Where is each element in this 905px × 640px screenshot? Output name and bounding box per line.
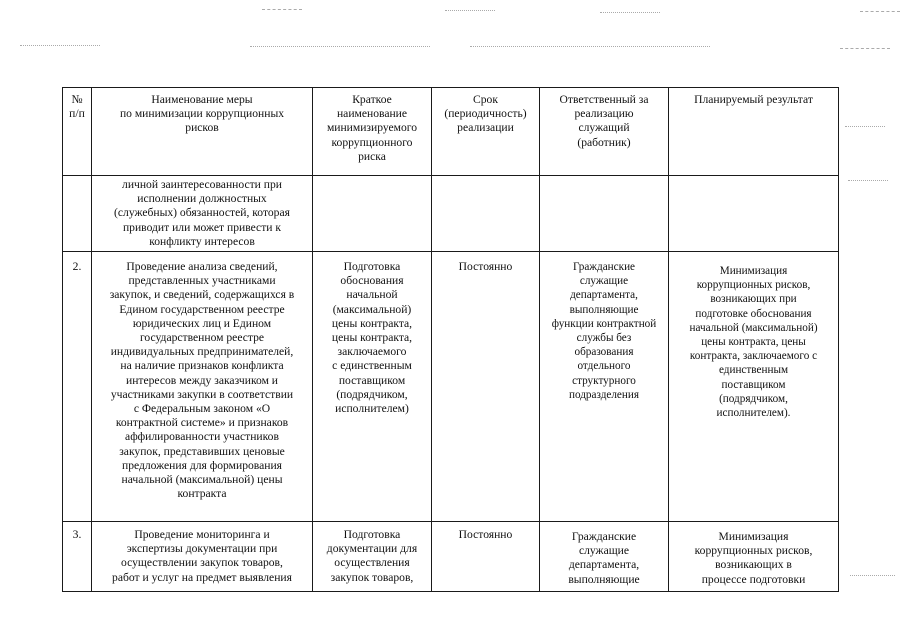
scan-noise <box>860 11 900 13</box>
table-row <box>63 252 839 522</box>
row-measure: Проведение анализа сведений, представленных участниками закупок, и сведений, содержащихся в Едином государственном реестре юридических лиц и Едином государственном реестре индивидуальных предпринимателей, на наличие признаков конфликта интересов между заказчиком и участниками закупки в соответствии с Федеральным законом «О контрактной системе» и признаков аффилированности участников закупок, представивших ценовые предложения для формирования начальной (максимальной) цены контракта <box>92 252 313 522</box>
scan-noise <box>850 575 895 577</box>
header-responsible: Ответственный за реализацию служащий (работник) <box>540 88 669 176</box>
row-result: Минимизация коррупционных рисков, возникающих в процессе подготовки <box>669 522 839 592</box>
row-risk: Подготовка обоснования начальной (максимальной) цены контракта, цены контракта, заключаемого с единственным поставщиком (подрядчиком, исполнителем) <box>313 252 432 522</box>
scan-noise <box>840 48 890 50</box>
row-responsible: Гражданские служащие департамента, выполняющие функции контрактной службы без образования отдельного структурного подразделения <box>540 252 669 522</box>
header-measure: Наименование меры по минимизации коррупционных рисков <box>92 88 313 176</box>
header-result: Планируемый результат <box>669 88 839 176</box>
scan-noise <box>262 9 302 11</box>
row-number: 3. <box>63 522 92 592</box>
table-header-row <box>63 88 839 176</box>
table-row <box>63 176 839 252</box>
table-row <box>63 522 839 592</box>
row-risk <box>313 176 432 252</box>
header-num: № п/п <box>63 88 92 176</box>
header-risk: Краткое наименование минимизируемого коррупционного риска <box>313 88 432 176</box>
scan-noise <box>20 45 100 47</box>
row-responsible: Гражданские служащие департамента, выполняющие <box>540 522 669 592</box>
row-result: Минимизация коррупционных рисков, возникающих при подготовке обоснования начальной (максимальной) цены контракта, цены контракта, заключаемого с единственным поставщиком (подрядчиком, исполнителем). <box>669 252 839 522</box>
row-term: Постоянно <box>432 522 540 592</box>
scan-noise <box>445 10 495 12</box>
scan-noise <box>600 12 660 14</box>
row-measure: Проведение мониторинга и экспертизы документации при осуществлении закупок товаров, работ и услуг на предмет выявления <box>92 522 313 592</box>
header-term: Срок (периодичность) реализации <box>432 88 540 176</box>
row-number: 2. <box>63 252 92 522</box>
scan-noise <box>845 126 885 128</box>
row-number <box>63 176 92 252</box>
row-result <box>669 176 839 252</box>
scan-noise <box>848 180 888 182</box>
row-term: Постоянно <box>432 252 540 522</box>
scan-noise <box>250 46 430 48</box>
scan-noise <box>470 46 710 48</box>
row-risk: Подготовка документации для осуществления закупок товаров, <box>313 522 432 592</box>
measures-table <box>62 87 839 592</box>
row-measure: личной заинтересованности при исполнении должностных (служебных) обязанностей, которая приводит или может привести к конфликту интересов <box>92 176 313 252</box>
row-term <box>432 176 540 252</box>
row-responsible <box>540 176 669 252</box>
